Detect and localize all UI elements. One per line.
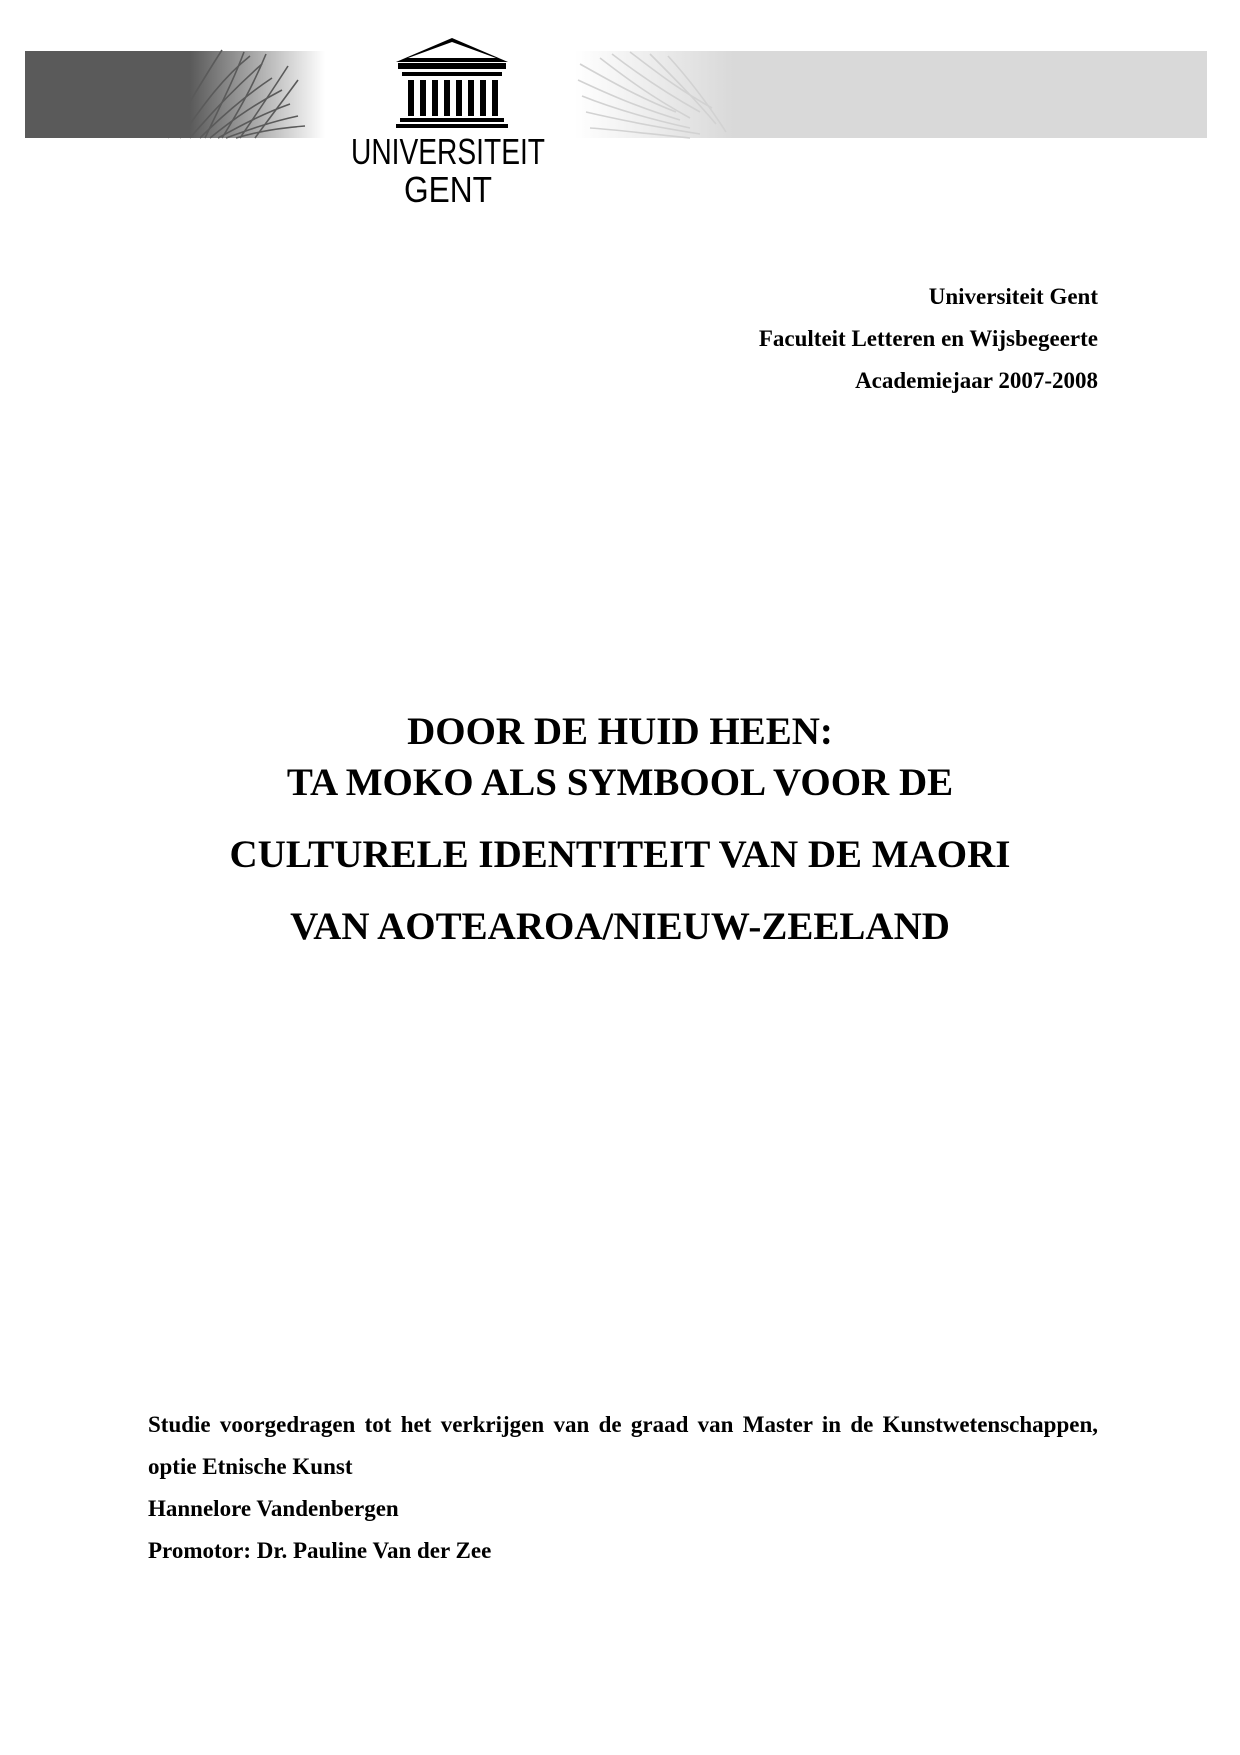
degree-statement: Studie voorgedragen tot het verkrijgen van de graad van Master in de Kunstwetenschappen, optie Etnische Kunst: [148, 1412, 1098, 1479]
academic-year: Academiejaar 2007-2008: [855, 368, 1098, 393]
thesis-title: [120, 706, 1120, 952]
title-line-2: TA MOKO ALS SYMBOOL VOOR DE: [286, 761, 954, 804]
faculty-name: Faculteit Letteren en Wijsbegeerte: [758, 326, 1098, 351]
title-line-4: VAN AOTEAROA/NIEUW-ZEELAND: [290, 905, 950, 948]
title-line-1: DOOR DE HUID HEEN:: [407, 710, 833, 753]
logo-text-gent: GENT: [404, 169, 492, 210]
promotor-line: Promotor: Dr. Pauline Van der Zee: [148, 1538, 492, 1563]
ghent-university-logo: [396, 38, 508, 128]
logo-text-universiteit: UNIVERSITEIT: [351, 131, 546, 172]
university-name: Universiteit Gent: [928, 284, 1098, 309]
header-band: [0, 0, 1240, 220]
institution-block: [600, 276, 1098, 402]
title-line-3: CULTURELE IDENTITEIT VAN DE MAORI: [229, 833, 1011, 876]
author-name: Hannelore Vandenbergen: [148, 1496, 399, 1521]
study-block: [148, 1404, 1098, 1572]
